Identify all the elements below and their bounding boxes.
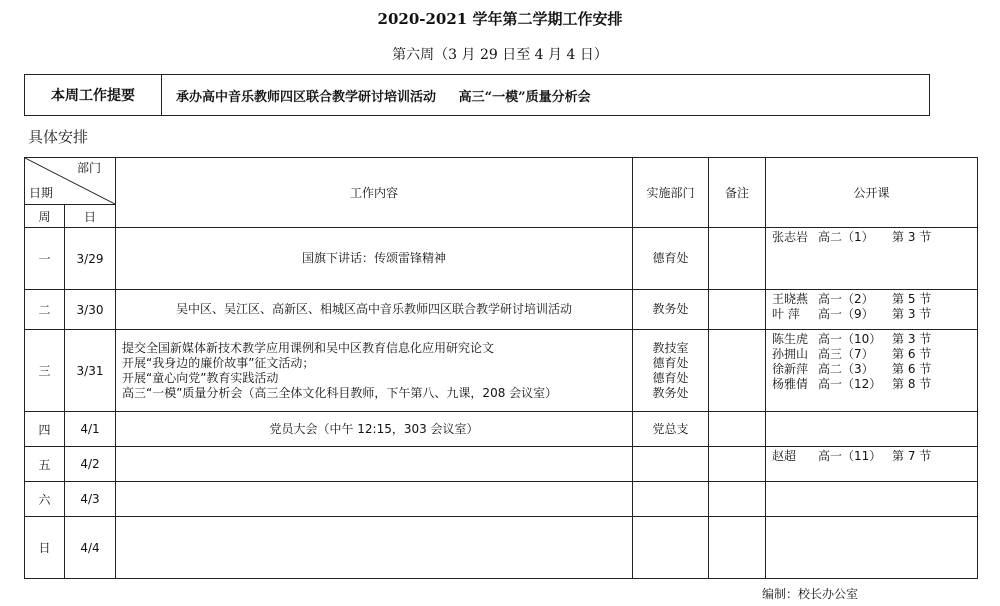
header-open-class: 公开课 [766, 158, 978, 228]
open-class-period: 第 5 节 [892, 292, 932, 306]
remark-cell [709, 482, 766, 517]
content-line: 党员大会（中午 12:15，303 会议室） [269, 421, 479, 436]
content-line: 吴中区、吴江区、高新区、相城区高中音乐教师四区联合教学研讨培训活动 [175, 302, 572, 316]
schedule-table [24, 157, 978, 579]
day-cell: 4/2 [65, 447, 116, 482]
open-class-cell [766, 290, 978, 330]
impl-dept-cell [633, 330, 709, 412]
open-class-period: 第 3 节 [892, 332, 932, 346]
summary-label: 本周工作提要 [25, 75, 162, 115]
open-class-teacher: 杨雅倩 [772, 377, 809, 391]
impl-dept-cell [633, 290, 709, 330]
impl-dept-line: 党总支 [652, 421, 689, 436]
open-class-grade: 高一（9） [818, 307, 874, 321]
schedule-row [25, 482, 978, 517]
impl-dept-cell [633, 412, 709, 447]
open-class-cell [766, 482, 978, 517]
schedule-row [25, 517, 978, 579]
open-class-teacher: 赵超 [772, 449, 797, 463]
impl-dept-cell [633, 447, 709, 482]
open-class-entry [772, 230, 977, 245]
content-line: 国旗下讲话：传颂雷锋精神 [301, 251, 446, 265]
week-cell: 一 [25, 228, 65, 290]
remark-cell [709, 412, 766, 447]
week-cell: 二 [25, 290, 65, 330]
open-class-grade: 高一（12） [818, 377, 882, 391]
open-class-teacher: 孙拥山 [772, 347, 809, 361]
remark-cell [709, 290, 766, 330]
open-class-entry [772, 347, 977, 362]
impl-dept-cell [633, 228, 709, 290]
header-week: 周 [25, 205, 65, 228]
week-cell: 四 [25, 412, 65, 447]
open-class-grade: 高三（7） [818, 347, 874, 361]
schedule-row [25, 447, 978, 482]
content-line: 高三“一模”质量分析会（高三全体文化科目教师，下午第八、九课，208 会议室） [122, 385, 558, 400]
content-cell [116, 412, 633, 447]
open-class-entry [772, 449, 977, 464]
content-line: 开展“童心向党”教育实践活动 [122, 370, 279, 385]
content-cell [116, 330, 633, 412]
week-subtitle: 第六周（3 月 29 日至 4 月 4 日） [392, 47, 608, 63]
day-cell: 3/31 [65, 330, 116, 412]
content-line: 开展“我身边的廉价故事”征文活动； [122, 355, 315, 370]
summary-value: 承办高中音乐教师四区联合教学研讨培训活动 高三“一模”质量分析会 [176, 89, 591, 105]
content-cell [116, 228, 633, 290]
open-class-teacher: 王晓燕 [772, 292, 809, 306]
content-cell [116, 517, 633, 579]
impl-dept-line: 德育处 [652, 370, 689, 385]
impl-dept-line: 教务处 [652, 385, 689, 400]
schedule-row [25, 412, 978, 447]
impl-dept-line: 德育处 [652, 355, 689, 370]
header-date-label: 日期 [29, 186, 54, 200]
schedule-row [25, 330, 978, 412]
impl-dept-line: 教务处 [652, 302, 689, 316]
open-class-grade: 高一（11） [818, 449, 882, 463]
header-content: 工作内容 [116, 158, 633, 228]
week-cell: 日 [25, 517, 65, 579]
remark-cell [709, 517, 766, 579]
document-title: 2020-2021 学年第二学期工作安排 [377, 10, 623, 28]
weekly-summary-box [24, 74, 930, 116]
open-class-entry [772, 292, 977, 307]
open-class-cell [766, 447, 978, 482]
open-class-teacher: 陈生虎 [772, 332, 809, 346]
header-remarks: 备注 [709, 158, 766, 228]
open-class-period: 第 3 节 [892, 307, 932, 321]
open-class-grade: 高二（3） [818, 362, 874, 376]
content-cell [116, 290, 633, 330]
open-class-period: 第 6 节 [892, 362, 932, 376]
open-class-grade: 高一（10） [818, 332, 882, 346]
open-class-teacher: 徐新萍 [772, 362, 809, 376]
open-class-entry [772, 362, 977, 377]
header-day: 日 [65, 205, 116, 228]
impl-dept-line: 教技室 [652, 340, 689, 355]
open-class-entry [772, 377, 977, 392]
content-line: 提交全国新媒体新技术教学应用课例和吴中区教育信息化应用研究论文 [122, 340, 495, 355]
remark-cell [709, 330, 766, 412]
header-impl-dept: 实施部门 [633, 158, 709, 228]
open-class-grade: 高一（2） [818, 292, 874, 306]
remark-cell [709, 447, 766, 482]
content-cell [116, 482, 633, 517]
day-cell: 4/1 [65, 412, 116, 447]
header-dept-date-cell [25, 158, 116, 205]
open-class-period: 第 6 节 [892, 347, 932, 361]
week-cell: 五 [25, 447, 65, 482]
day-cell: 3/29 [65, 228, 116, 290]
remark-cell [709, 228, 766, 290]
section-title: 具体安排 [28, 128, 89, 146]
impl-dept-line: 德育处 [652, 251, 689, 265]
open-class-teacher: 张志岩 [772, 230, 809, 244]
open-class-entry [772, 332, 977, 347]
open-class-period: 第 3 节 [892, 230, 932, 244]
day-cell: 4/3 [65, 482, 116, 517]
schedule-row [25, 228, 978, 290]
open-class-cell [766, 412, 978, 447]
week-cell: 三 [25, 330, 65, 412]
content-cell [116, 447, 633, 482]
schedule-row [25, 290, 978, 330]
header-dept-label: 部门 [76, 161, 101, 175]
open-class-cell [766, 517, 978, 579]
open-class-period: 第 7 节 [892, 449, 932, 463]
open-class-teacher: 叶 萍 [772, 307, 800, 321]
open-class-period: 第 8 节 [892, 377, 932, 391]
open-class-entry [772, 307, 977, 322]
impl-dept-cell [633, 482, 709, 517]
impl-dept-cell [633, 517, 709, 579]
day-cell: 3/30 [65, 290, 116, 330]
open-class-cell [766, 330, 978, 412]
open-class-cell [766, 228, 978, 290]
footer-compiler: 编制：校长办公室 [762, 587, 859, 601]
week-cell: 六 [25, 482, 65, 517]
open-class-grade: 高二（1） [818, 230, 874, 244]
day-cell: 4/4 [65, 517, 116, 579]
